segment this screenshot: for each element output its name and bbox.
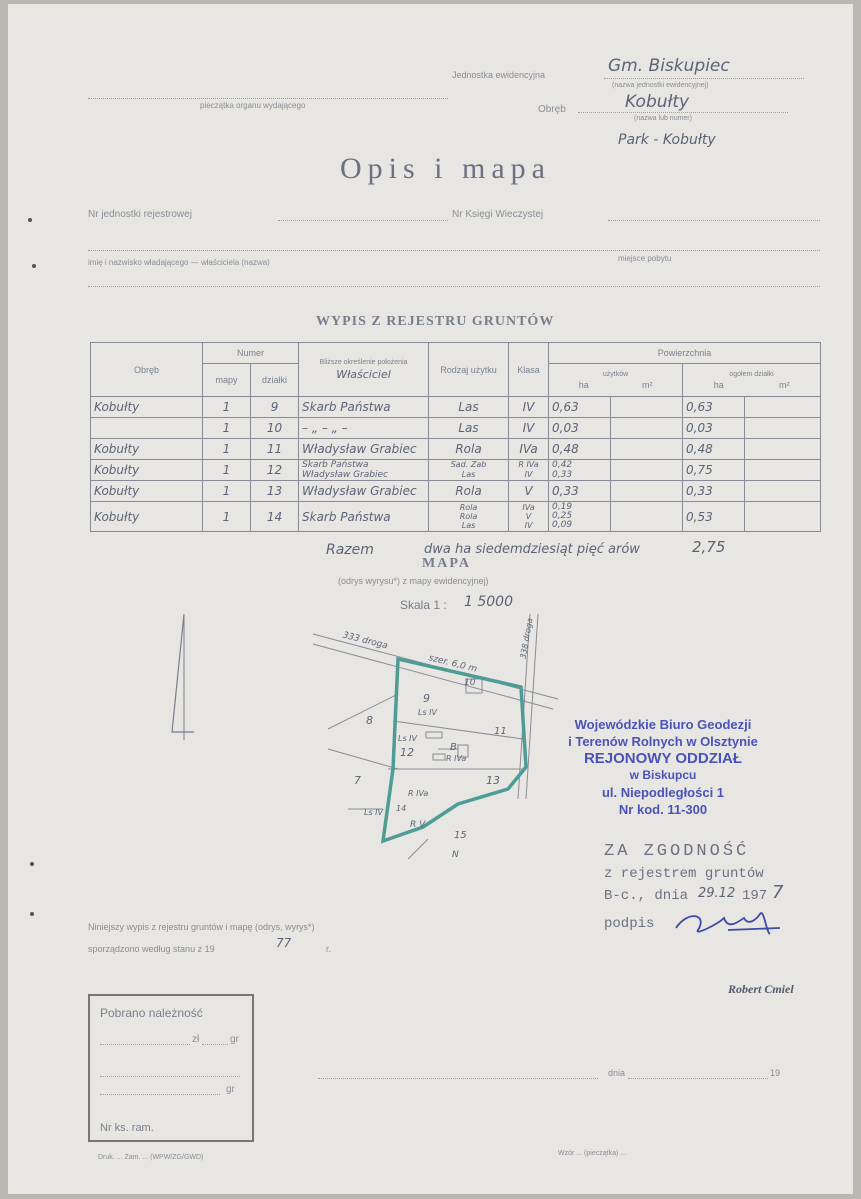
office-label: pieczątka organu wydającego <box>200 101 306 110</box>
total-words: dwa ha siedemdziesiąt pięć arów <box>424 542 640 557</box>
map-subheading: (odrys wyrysu*) z mapy ewidencyjnej) <box>338 576 489 586</box>
table-row: 1 10 – „ – „ – Las IV 0,03 0,03 <box>91 418 821 439</box>
map-label-b: B <box>450 742 457 753</box>
fee-title: Pobrano należność <box>100 1006 203 1020</box>
cert-line2: z rejestrem gruntów <box>604 866 764 882</box>
fee-gr: gr <box>230 1034 239 1045</box>
fee-zl: zł <box>192 1034 200 1045</box>
map-label-15: 15 <box>454 830 467 841</box>
table-row: Kobułty 1 9 Skarb Państwa Las IV 0,63 0,63 <box>91 397 821 418</box>
unit-sub: (nazwa jednostki ewidencyjnej) <box>612 82 709 89</box>
header-mapy: mapy <box>203 364 251 397</box>
obreb-value: Kobułty <box>625 92 690 112</box>
header-numer: Numer <box>203 343 299 364</box>
map-label-12: 12 <box>400 746 414 759</box>
scale-value: 1 5000 <box>464 594 513 610</box>
map-heading: MAPA <box>422 556 471 571</box>
table-row: Kobułty 1 12 Skarb Państwa Władysław Grabiec Sad. Zab Las R IVa IV 0,42 0,33 0,75 <box>91 460 821 481</box>
document-sheet <box>8 4 853 1194</box>
park-note: Park - Kobułty <box>618 132 716 148</box>
cert-name: Robert Cmiel <box>728 982 794 996</box>
footer-date-year: 19 <box>770 1068 781 1078</box>
register-table <box>90 342 821 532</box>
header-dzialki-area: ogółem działki ha m² <box>683 364 821 397</box>
map-label-riva: R IVa <box>446 754 467 763</box>
table-row: Kobułty 1 13 Władysław Grabiec Rola V 0,33 0,33 <box>91 481 821 502</box>
fee-box <box>88 994 254 1142</box>
punch-hole <box>28 218 32 222</box>
table-row: Kobułty 1 14 Skarb Państwa Rola Rola Las IVa V IV 0,19 0,25 0,09 0,53 <box>91 502 821 532</box>
cert-title: ZA ZGODNOŚĆ <box>604 842 750 861</box>
header-owner: Bliższe określenie położenia Właściciel <box>299 343 429 397</box>
header-dzialki: działki <box>251 364 299 397</box>
register-heading: WYPIS Z REJESTRU GRUNTÓW <box>316 314 555 329</box>
map-label-11: 11 <box>494 726 507 737</box>
table-row: Kobułty 1 11 Władysław Grabiec Rola IVa 0,48 0,48 <box>91 439 821 460</box>
cert-year-digit: 7 <box>772 882 784 903</box>
map-label-13: 13 <box>486 774 500 787</box>
map-label-n: N <box>452 850 459 860</box>
office-stamp: Wojewódzkie Biuro Geodezji i Terenów Rolnych w Olsztynie REJONOWY ODDZIAŁ w Biskupcu ul. Niepodległości 1 Nr kod. 11-300 <box>568 717 758 817</box>
total-label: Razem <box>326 542 374 558</box>
footer-note-1: Niniejszy wypis z rejestru gruntów i mapę (odrys, wyrys*) <box>88 922 315 932</box>
map-label-9: 9 <box>423 692 430 705</box>
map-label-ls-c: Ls IV <box>364 808 383 817</box>
total-value: 2,75 <box>692 538 726 556</box>
header-obreb: Obręb <box>91 343 203 397</box>
map-label-7: 7 <box>354 774 361 787</box>
footer-note-end: r. <box>326 944 332 954</box>
map-label-ls-a: Ls IV <box>418 708 437 717</box>
map-label-8: 8 <box>366 714 373 727</box>
cert-sign-label: podpis <box>604 916 655 932</box>
fee-nr: Nr ks. ram. <box>100 1122 154 1134</box>
land-register-label: Nr Księgi Wieczystej <box>452 209 544 220</box>
header-class: Klasa <box>509 343 549 397</box>
map-label-road-width: szer. 6,0 m <box>427 653 478 675</box>
map-label-ls-b: Ls IV <box>398 734 417 743</box>
cert-place: B-c., dnia <box>604 888 689 904</box>
footer-bottom-left: Druk. ... Zam. ... (WPW/ZG/GWD) <box>98 1154 204 1161</box>
cert-date: 29.12 <box>698 886 736 901</box>
cert-year-prefix: 197 <box>742 888 768 904</box>
map-label-10: 10 <box>464 678 476 688</box>
map-label-riva2: R IVa <box>408 789 429 798</box>
signature-icon <box>668 904 788 938</box>
register-unit-label: Nr jednostki rejestrowej <box>88 209 192 220</box>
unit-value: Gm. Biskupiec <box>608 56 730 76</box>
fee-gr-2: gr <box>226 1084 235 1095</box>
header-area: Powierzchnia <box>549 343 821 364</box>
footer-date-label: dnia <box>608 1068 626 1078</box>
footer-bottom-right: Wzór ... (pieczątka) ... <box>558 1150 627 1157</box>
punch-hole <box>32 264 36 268</box>
obreb-sub: (nazwa lub numer) <box>634 115 692 122</box>
punch-hole <box>30 912 34 916</box>
north-arrow-icon <box>168 612 198 742</box>
map-label-rv: R V <box>410 820 426 830</box>
map-label-14: 14 <box>396 804 407 813</box>
header-use: Rodzaj użytku <box>429 343 509 397</box>
footer-note-year: 77 <box>276 936 292 950</box>
owner-label: imię i nazwisko władającego — właściciela (nazwa) <box>88 258 270 267</box>
map-label-road-right: 338 droga <box>518 617 535 660</box>
obreb-label: Obręb <box>538 104 566 115</box>
footer-note-2: sporządzono według stanu z 19 <box>88 944 215 954</box>
scale-label: Skala 1 : <box>400 598 447 612</box>
address-label: miejsce pobytu <box>618 254 672 263</box>
map-label-road-top: 333 droga <box>341 630 389 652</box>
header-uzytkow: użytków ha m² <box>549 364 683 397</box>
page-title: Opis i mapa <box>340 152 551 185</box>
punch-hole <box>30 862 34 866</box>
unit-label: Jednostka ewidencyjna <box>452 70 546 80</box>
